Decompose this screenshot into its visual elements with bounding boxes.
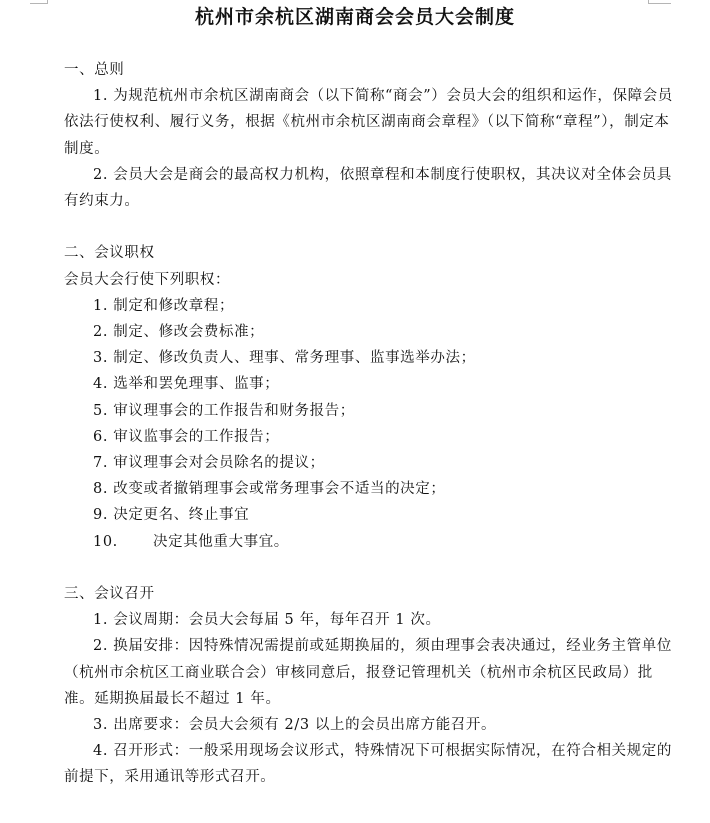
- document-body: [64, 57, 676, 791]
- list-item: [64, 293, 676, 319]
- document-title: 杭州市余杭区湖南商会会员大会制度: [194, 6, 515, 28]
- list-item: [64, 319, 676, 345]
- item-number: 6.: [93, 428, 109, 445]
- section-intro: 会员大会行使下列职权：: [64, 271, 231, 288]
- item-number: 3.: [93, 350, 109, 367]
- section-heading: 一、总则: [64, 62, 125, 78]
- item-text: 审议理事会对会员除名的提议；: [113, 455, 325, 472]
- item-text: 审议监事会的工作报告；: [113, 428, 280, 445]
- section-heading: 二、会议职权: [64, 245, 155, 262]
- item-number: 7.: [93, 455, 109, 472]
- paragraph: 3. 出席要求：会员大会须有 2/3 以上的会员出席方能召开。: [93, 717, 497, 734]
- item-number: 2.: [93, 324, 109, 341]
- item-text: 审议理事会的工作报告和财务报告；: [113, 402, 355, 419]
- list-item: [64, 345, 676, 371]
- list-item: [64, 529, 676, 555]
- paragraph: 1. 会议周期：会员大会每届 5 年，每年召开 1 次。: [93, 612, 441, 629]
- item-number: 5.: [93, 402, 109, 419]
- item-text: 制定和修改章程；: [113, 297, 235, 314]
- item-number: 1.: [93, 297, 109, 314]
- item-number: 9.: [93, 507, 109, 524]
- section-heading: 三、会议召开: [64, 586, 155, 603]
- list-item: [64, 398, 676, 424]
- item-text: 决定其他重大事宜。: [153, 533, 289, 550]
- paragraph: 2. 换届安排：因特殊情况需提前或延期换届的，须由理事会表决通过，经业务主管单位（杭州市余杭区工商业联合会）审核同意后，报登记管理机关（杭州市余杭区民政局）批准。延期换届最长不超过 1 年。: [64, 638, 672, 707]
- list-item: [64, 371, 676, 397]
- list-item: [64, 450, 676, 476]
- list-item: [64, 476, 676, 502]
- list-item: [64, 424, 676, 450]
- item-number: 10.: [93, 533, 118, 550]
- item-number: 8.: [93, 481, 109, 498]
- item-text: 制定、修改负责人、理事、常务理事、监事选举办法；: [113, 350, 476, 367]
- item-text: 改变或者撤销理事会或常务理事会不适当的决定；: [113, 481, 446, 498]
- paragraph: 1. 为规范杭州市余杭区湖南商会（以下简称“商会”）会员大会的组织和运作，保障会员依法行使权利、履行义务，根据《杭州市余杭区湖南商会章程》（以下简称“章程”），制定本制度。: [64, 88, 673, 157]
- paragraph: 2. 会员大会是商会的最高权力机构，依照章程和本制度行使职权，其决议对全体会员具有约束力。: [64, 166, 672, 210]
- item-number: 4.: [93, 376, 109, 393]
- item-text: 选举和罢免理事、监事；: [113, 376, 280, 393]
- blank-line: [64, 555, 676, 581]
- paragraph: 4. 召开形式：一般采用现场会议形式，特殊情况下可根据实际情况，在符合相关规定的前提下，采用通讯等形式召开。: [64, 743, 672, 786]
- item-text: 制定、修改会费标准；: [113, 324, 265, 341]
- list-item: [64, 502, 676, 528]
- blank-line: [64, 214, 676, 240]
- item-text: 决定更名、终止事宜: [113, 507, 250, 524]
